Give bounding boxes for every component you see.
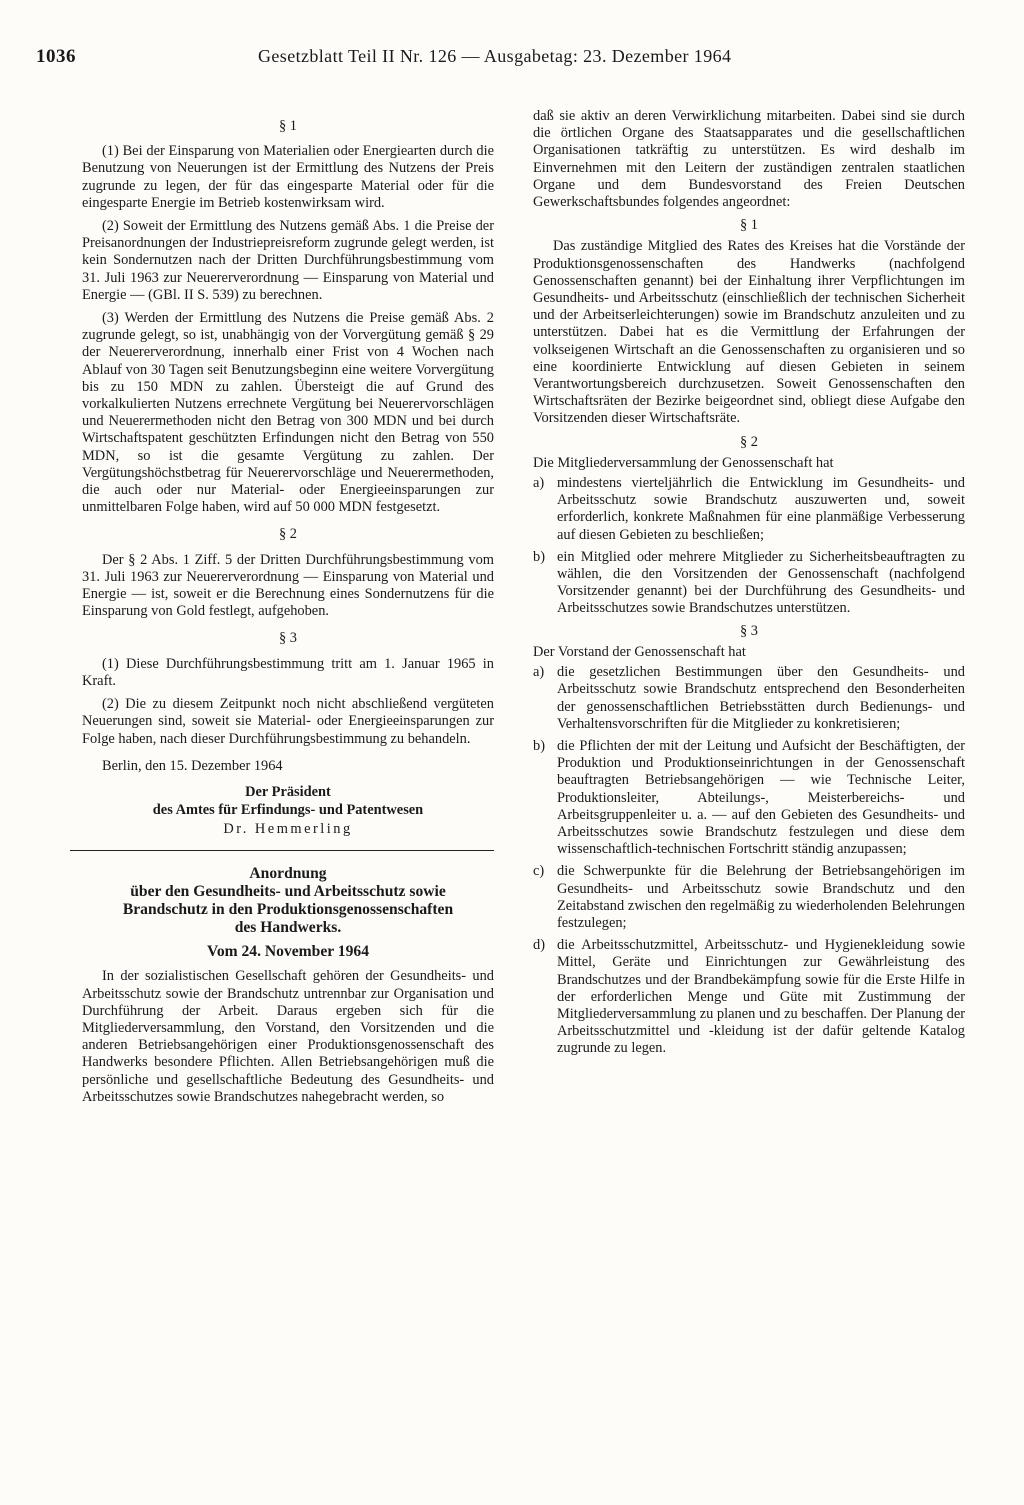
list-item	[533, 549, 965, 618]
list-item-text: die Schwerpunkte für die Belehrung der Betriebsangehörigen im Gesundheits- und Arbeitsschutz sowie Brandschutz und den Zeitabstand zwischen den regelmäßig zu wiederholenden Belehrungen festzulegen;	[557, 863, 965, 931]
paragraph: (1) Bei der Einsparung von Materialien oder Energiearten durch die Benutzung von Neuerungen ist der Ermittlung des Nutzens der Preis zugrunde zu legen, der für das eingesparte Material oder für die eingesparte Energie im Betrieb kostenwirksam wird.	[82, 143, 494, 211]
paragraph: (1) Diese Durchführungsbestimmung tritt am 1. Januar 1965 in Kraft.	[82, 655, 494, 689]
section-heading: § 3	[740, 622, 758, 639]
list-marker: a)	[533, 664, 545, 681]
left-column	[82, 108, 494, 1112]
divider	[70, 850, 494, 851]
ordinance-title	[82, 865, 494, 937]
list-marker: b)	[533, 737, 545, 754]
list-item	[533, 475, 965, 544]
right-column	[533, 108, 965, 1063]
section-heading: § 1	[279, 118, 297, 134]
page-header	[36, 46, 996, 74]
preamble-continued: daß sie aktiv an deren Verwirklichung mitarbeiten. Dabei sind sie durch die örtlichen Organe des Staatsapparates und die gesellschaftlichen Organisationen tatkräftig zu unterstützen. Es wird deshalb im Einvernehmen mit den Leitern der zuständigen zentralen staatlichen Organe und dem Bundesvorstand des Freien Deutschen Gewerkschaftsbundes folgendes angeordnet:	[533, 108, 965, 211]
list-intro: Der Vorstand der Genossenschaft hat	[533, 643, 746, 660]
running-title: Gesetzblatt Teil II Nr. 126 — Ausgabetag: 23. Dezember 1964	[258, 46, 732, 66]
signatory-office: des Amtes für Erfindungs- und Patentwesen	[152, 801, 424, 818]
list-item-text: mindestens vierteljährlich die Entwicklung im Gesundheits- und Arbeitsschutz sowie Brandschutz auszuwerten und, soweit erforderlich, konkrete Maßnahmen für eine planmäßige Verbesserung auf diesen Gebieten zu beschließen;	[557, 475, 965, 543]
ordinance-subtitle-line: des Handwerks.	[234, 919, 342, 937]
list-marker: c)	[533, 863, 545, 880]
list-item	[533, 863, 965, 932]
list-intro: Die Mitgliederversammlung der Genossenschaft hat	[533, 454, 834, 471]
section-heading: § 2	[279, 526, 297, 543]
section-heading: § 2	[740, 433, 758, 450]
list-marker: b)	[533, 548, 545, 565]
ordinance-date: Vom 24. November 1964	[207, 943, 369, 961]
signatory-name: Dr. Hemmerling	[223, 820, 353, 837]
page-number: 1036	[36, 46, 76, 67]
list-item-text: die Arbeitsschutzmittel, Arbeitsschutz- und Hygienekleidung sowie Mittel, Geräte und Einrichtungen zur Gewährleistung des Brandschutzes und der Brandbekämpfung sowie für die Erste Hilfe in der erforderlichen Menge und Güte mit Zustimmung der Mitgliederversammlung zu planen und zu beschaffen. Der Planung der Arbeitsschutzmittel und -kleidung ist der dafür geltende Katalog zugrunde zu legen.	[557, 937, 965, 1057]
preamble: In der sozialistischen Gesellschaft gehören der Gesundheits- und Arbeitsschutz sowie der Brandschutz untrennbar zur Organisation und Durchführung der Arbeit. Daraus ergeben sich für die Mitgliederversammlung, den Vorstand, den Vorsitzenden und die anderen Betriebsangehörigen einer Produktionsgenossenschaft des Handwerks besondere Pflichten. Allen Betriebsangehörigen muß die persönliche und gesellschaftliche Bedeutung des Gesundheits- und Arbeitsschutzes sowie Brandschutzes nahegebracht werden, so	[82, 968, 494, 1105]
list-marker: a)	[533, 475, 545, 492]
paragraph: (2) Die zu diesem Zeitpunkt noch nicht abschließend vergüteten Neuerungen sind, soweit sie Material- oder Energieeinsparungen zur Folge haben, nach dieser Durchführungsbestimmung zu behandeln.	[82, 696, 494, 747]
list-item-text: die gesetzlichen Bestimmungen über den Gesundheits- und Arbeitsschutz sowie Brandschutz entsprechend den Besonderheiten der genossenschaftlichen Betriebsstätten durch Bedienungs- und Verhaltensvorschriften für die Mitglieder zu konkretisieren;	[557, 664, 965, 732]
list-marker: d)	[533, 937, 545, 954]
list-item-text: die Pflichten der mit der Leitung und Aufsicht der Beschäftigten, der Produktion und Produktionseinrichtungen in der Genossenschaft beauftragten Betriebsangehörigen — wie Technische Leiter, Produktionsleiter, Abteilungs-, Meisterbereichs- und Arbeitsgruppenleiter u. a. — auf den Gebieten des Gesundheits- und Arbeitsschutzes sowie Brandschutz festzulegen und diese dem wissenschaftlich-technischen Fortschritt ständig anzupassen;	[557, 737, 965, 858]
ordinance-subtitle-line: über den Gesundheits- und Arbeitsschutz sowie	[130, 883, 446, 901]
paragraph: Das zuständige Mitglied des Rates des Kreises hat die Vorstände der Produktionsgenossenschaften des Handwerks (nachfolgend Genossenschaften genannt) bei der Einhaltung ihrer Verpflichtungen im Gesundheits- und Arbeitsschutz (einschließlich der technischen Sicherheit und der Arbeitserleichterungen) sowie im Brandschutz anzuleiten und zu unterstützen. Dabei hat es die Vermittlung der Erfahrungen der volkseigenen Wirtschaft an die Genossenschaften zu organisieren und so eine koordinierte Entwicklung auf diesen Gebieten in seinem Verantwortungsbereich durchzusetzen. Soweit Genossenschaften den Wirtschaftsräten der Bezirke beigeordnet sind, obliegt diese Aufgabe den Vorsitzenden dieser Wirtschaftsräte.	[533, 238, 965, 427]
list-item-text: ein Mitglied oder mehrere Mitglieder zu Sicherheitsbeauftragten zu wählen, die den Vorsitzenden der Genossenschaft (nachfolgend Vorsitzender genannt) bei der Durchführung des Gesundheits- und Arbeitsschutzes sowie Brandschutzes unterstützen.	[557, 548, 965, 617]
list-item	[533, 738, 965, 858]
paragraph: Der § 2 Abs. 1 Ziff. 5 der Dritten Durchführungsbestimmung vom 31. Juli 1963 zur Neuererverordnung — Einsparung von Material und Energie — ist, soweit er die Berechnung eines Sondernutzens für die Einsparung von Gold festlegt, aufgehoben.	[82, 551, 494, 620]
ordinance-subtitle-line: Brandschutz in den Produktionsgenossenschaften	[122, 901, 454, 919]
list-item	[533, 937, 965, 1057]
ordinance-title-main: Anordnung	[249, 865, 327, 883]
place-date: Berlin, den 15. Dezember 1964	[102, 757, 283, 774]
list-item	[533, 664, 965, 733]
paragraph: (2) Soweit der Ermittlung des Nutzens gemäß Abs. 1 die Preise der Preisanordnungen der Industriepreisreform zugrunde gelegt werden, ist kein Sondernutzen nach der Dritten Durchführungsbestimmung vom 31. Juli 1963 zur Neuererverordnung — Einsparung von Material und Energie — (GBl. II S. 539) zu berechnen.	[82, 218, 494, 303]
signatory-title: Der Präsident	[245, 783, 331, 800]
paragraph: (3) Werden der Ermittlung des Nutzens die Preise gemäß Abs. 2 zugrunde gelegt, so ist, unabhängig von der Vorvergütung gemäß § 29 der Neuererverordnung, innerhalb einer Frist von 4 Wochen nach Ablauf von 30 Tagen seit Benutzungsbeginn eine weitere Vorvergütung bis zu 150 MDN zu zahlen. Übersteigt die auf Grund des vorkalkulierten Nutzens errechnete Vergütung bei Neuerervorschlägen und Neuerermethoden nicht den Betrag von 300 MDN und bei durch Wirtschaftspatent geschützten Erfindungen nicht den Betrag von 550 MDN, so ist die gesamte Vergütung zu zahlen. Der Vergütungshöchstbetrag für Neuerervorschläge und Neuerermethoden, die auch oder nur Material- oder Energieeinsparungen zur unmittelbaren Folge haben, wird auf 50 000 MDN festgesetzt.	[82, 310, 494, 516]
section-heading: § 3	[279, 630, 297, 647]
section-heading: § 1	[740, 217, 758, 234]
